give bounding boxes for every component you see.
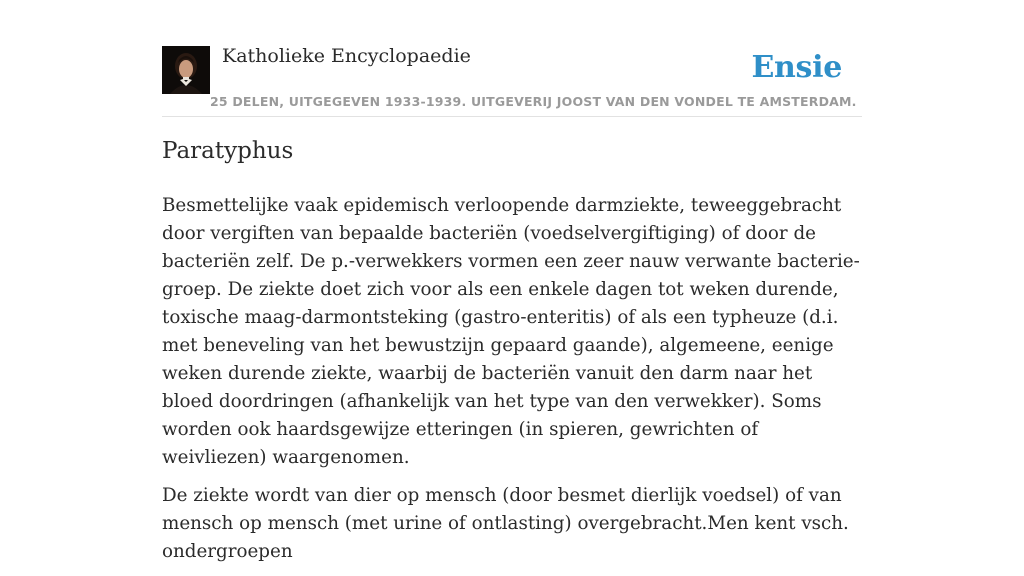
source-header: [162, 0, 862, 117]
page-container: [162, 0, 862, 562]
source-avatar[interactable]: [162, 46, 210, 94]
portrait-icon: [162, 46, 210, 94]
article-paragraph: Besmettelijke vaak epidemisch verloopende darmziekte, teweeggebracht door vergiften van bepaalde bacteriën (voedselvergiftiging) of door de bacteriën zelf. De p.-verwekkers vormen een zeer nauw verwante bacterie-groep. De ziekte doet zich voor als een enkele dagen tot weken durende, toxische maag-darmontsteking (gastro-enteritis) of als een typheuze (d.i. met beneveling van het bewustzijn gepaard gaande), algemeene, eenige weken durende ziekte, waarbij de bacteriën vanuit den darm naar het bloed doordringen (afhankelijk van het type van den verwekker). Soms worden ook haardsgewijze etteringen (in spieren, gewrichten of weivliezen) waargenomen.: [162, 195, 860, 468]
source-subtitle: 25 DELEN, UITGEGEVEN 1933-1939. UITGEVERIJ JOOST VAN DEN VONDEL TE AMSTERDAM.: [210, 94, 857, 109]
article-body: [162, 192, 862, 576]
article-title: Paratyphus: [162, 138, 294, 164]
source-title[interactable]: Katholieke Encyclopaedie: [222, 45, 471, 67]
ensie-logo[interactable]: Ensie: [751, 50, 842, 85]
article-paragraph: De ziekte wordt van dier op mensch (door besmet dierlijk voedsel) of van mensch op mensch (met urine of ontlasting) overgebracht.Men kent vsch. ondergroepen: [162, 485, 849, 562]
